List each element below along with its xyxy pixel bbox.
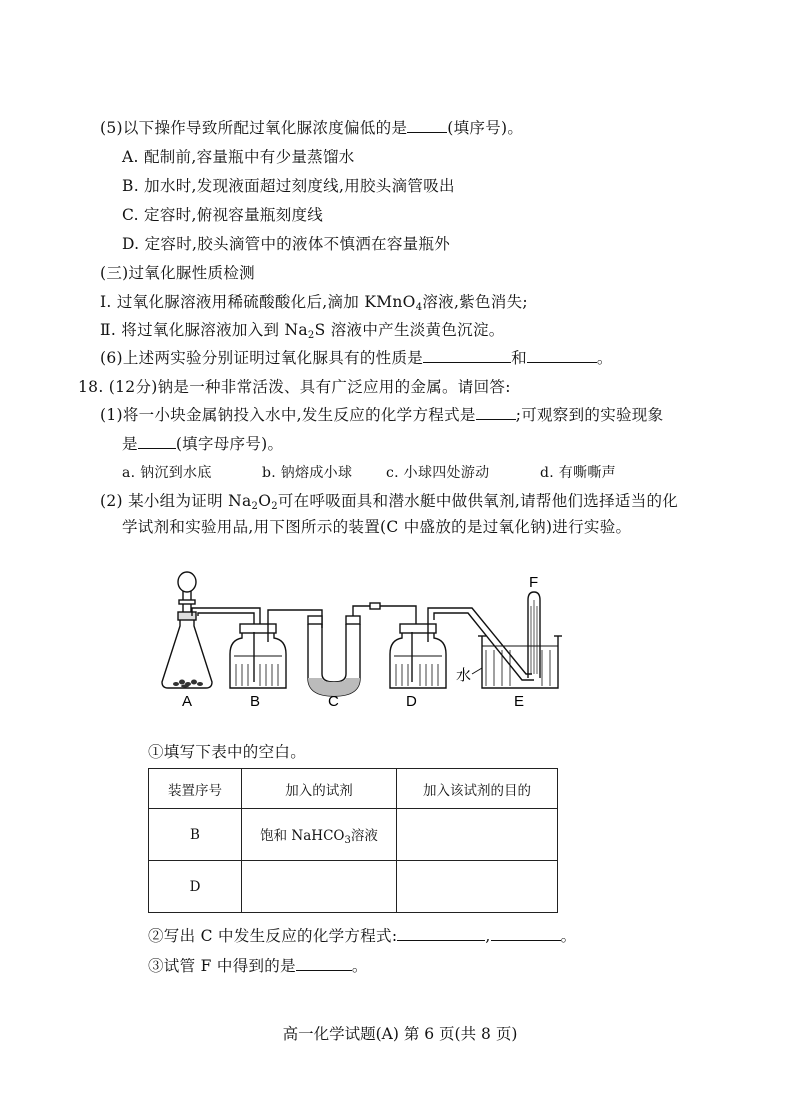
label-e: E (514, 693, 525, 710)
q18-part2-cont: 学试剂和实验用品,用下图所示的装置(C 中盛放的是过氧化钠)进行实验。 (122, 518, 632, 536)
answer-blank[interactable] (138, 434, 176, 449)
experiment-1: Ⅰ. 过氧化脲溶液用稀硫酸酸化后,滴加 KMnO$_4$溶液,紫色消失; (100, 293, 528, 313)
choice-a: a. 钠沉到水底 (122, 465, 212, 481)
choice-b: b. 钠熔成小球 (262, 465, 353, 481)
option-c: C. 定容时,俯视容量瓶刻度线 (122, 206, 324, 224)
answer-blank[interactable] (407, 118, 447, 133)
table-header-row (149, 769, 558, 809)
answer-blank[interactable] (476, 405, 516, 420)
cell-device: D (149, 861, 242, 913)
label-water: 水 (456, 667, 472, 684)
apparatus-b (230, 620, 286, 688)
label-d: D (406, 693, 417, 710)
q5-stem: (5)以下操作导致所配过氧化脲浓度偏低的是 (填序号)。 (100, 119, 524, 137)
section-title: (三)过氧化脲性质检测 (100, 264, 255, 282)
cell-reagent[interactable] (242, 861, 397, 913)
q18-part2: (2) 某小组为证明 $Na_2O_2$可在呼吸面具和潜水艇中做供氧剂,请帮他们选择适当的化 (100, 492, 679, 512)
page-footer: 高一化学试题(A) 第 6 页(共 8 页) (282, 1025, 518, 1043)
experiment-2: Ⅱ. 将过氧化脲溶液加入到 $Na_2S$ 溶液中产生淡黄色沉淀。 (100, 321, 505, 341)
apparatus-e (478, 636, 562, 688)
option-a: A. 配制前,容量瓶中有少量蒸馏水 (122, 148, 355, 166)
reagent-table (148, 768, 558, 913)
answer-blank[interactable] (423, 348, 511, 363)
answer-blank[interactable] (491, 926, 561, 941)
apparatus-c (308, 616, 360, 696)
answer-blank[interactable] (527, 348, 597, 363)
q6: (6)上述两实验分别证明过氧化脲具有的性质是 和 。 (100, 349, 613, 367)
choice-c: c. 小球四处游动 (386, 465, 490, 481)
label-f: F (529, 574, 539, 591)
apparatus-diagram (150, 570, 570, 710)
answer-blank[interactable] (296, 956, 352, 971)
apparatus-a (162, 570, 212, 688)
cell-reagent: 饱和 NaHCO$_3$溶液 (242, 809, 397, 861)
choice-d: d. 有嘶嘶声 (540, 465, 616, 481)
test-tube-f (528, 592, 540, 678)
label-b: B (250, 693, 261, 710)
cell-device: B (149, 809, 242, 861)
header-purpose: 加入该试剂的目的 (397, 769, 558, 809)
header-device: 装置序号 (149, 769, 242, 809)
cell-purpose[interactable] (397, 809, 558, 861)
sub-question-3: ③试管 F 中得到的是 。 (148, 957, 368, 975)
label-c: C (328, 693, 339, 710)
cell-purpose[interactable] (397, 861, 558, 913)
solid-reagent (173, 680, 203, 688)
q18-part1: (1)将一小块金属钠投入水中,发生反应的化学方程式是 ;可观察到的实验现象 (100, 406, 664, 424)
option-d: D. 定容时,胶头滴管中的液体不慎洒在容量瓶外 (122, 235, 451, 253)
label-a: A (182, 693, 193, 710)
header-reagent: 加入的试剂 (242, 769, 397, 809)
sub-question-2: ②写出 C 中发生反应的化学方程式: , 。 (148, 927, 577, 945)
answer-blank[interactable] (397, 926, 485, 941)
apparatus-d (390, 620, 446, 688)
q18-title: 18. (12分)钠是一种非常活泼、具有广泛应用的金属。请回答: (78, 378, 511, 396)
table-row (149, 861, 558, 913)
table-row (149, 809, 558, 861)
option-b: B. 加水时,发现液面超过刻度线,用胶头滴管吸出 (122, 177, 455, 195)
sub-question-1: ①填写下表中的空白。 (148, 743, 307, 761)
q18-part1-cont: 是 (填字母序号)。 (122, 435, 284, 453)
